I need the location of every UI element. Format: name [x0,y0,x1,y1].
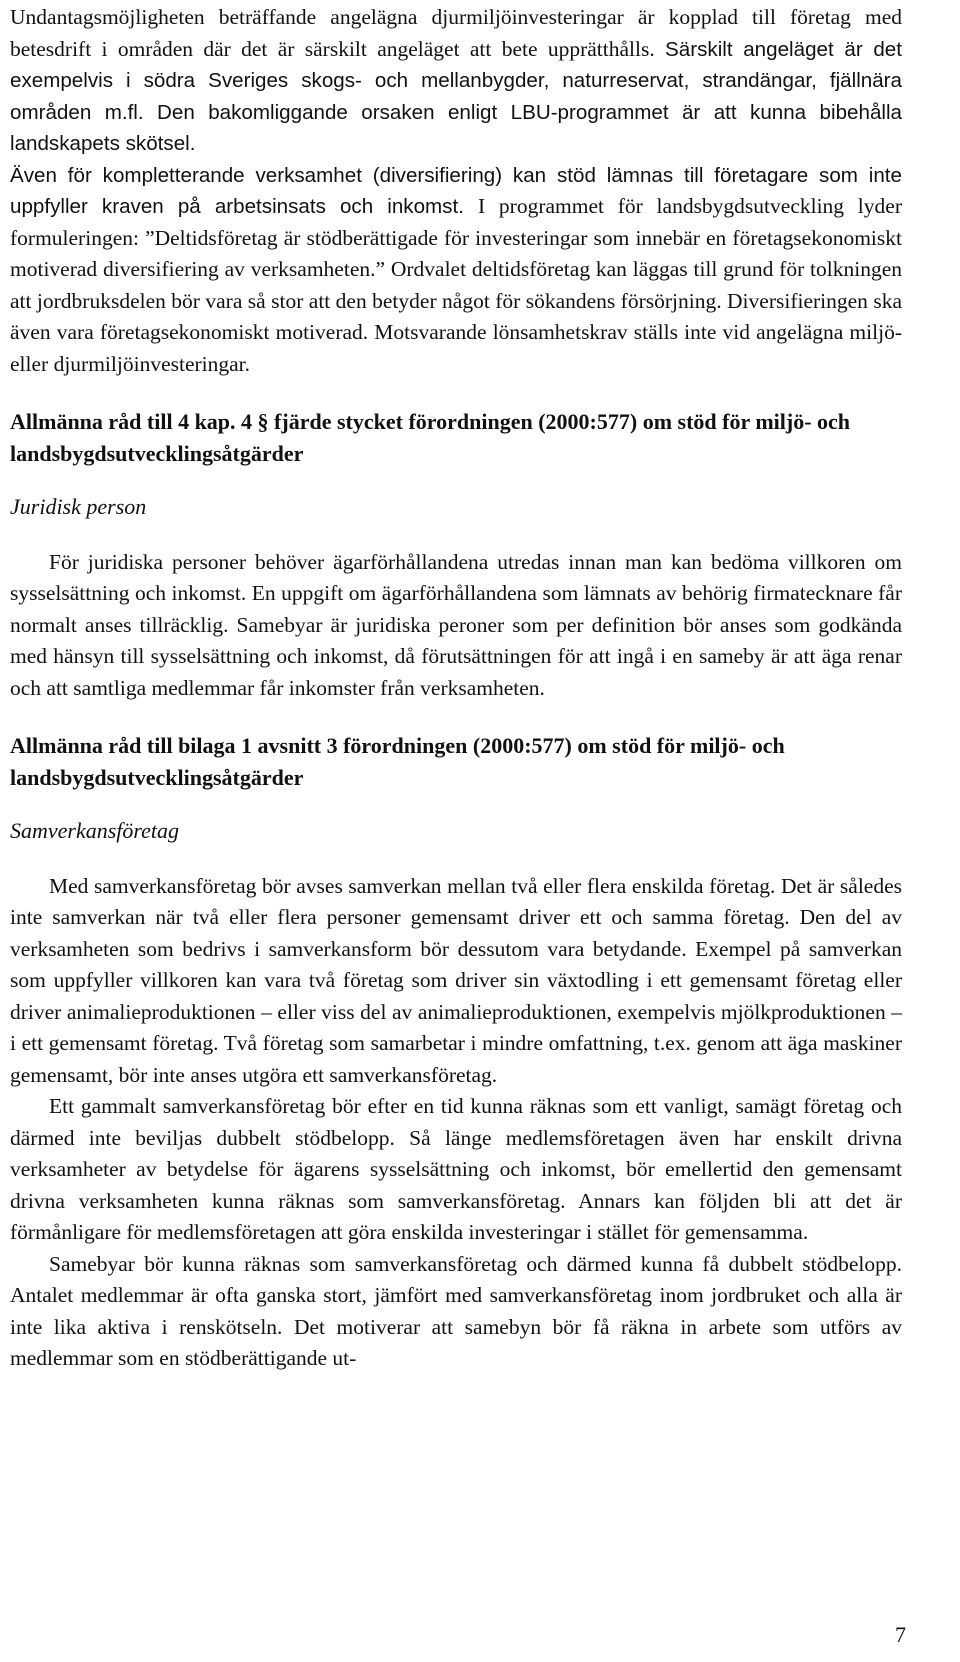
paragraph-1-sans-text: Särskilt angeläget är det exempelvis i södra Sveriges skogs- och mellanbygder, naturreservat, strandängar, fjällnära områden m.fl. Den bakomliggande orsaken enligt LBU-programmet är att kunna bibehålla landskapets skötsel. [10,37,902,155]
paragraph-2 [10,160,902,381]
paragraph-2-serif-text: I programmet för landsbygdsutveckling lyder formuleringen: ”Deltidsföretag är stödberättigade för investeringar som innebär en företagsekonomiskt motiverad diversifiering av verksamheten.” Ordvalet deltidsföretag kan läggas till grund för tolkningen att jordbruksdelen bör vara så stor att den betyder något för sökandens försörjning. Diversifieringen ska även vara företagsekonomiskt motiverad. Motsvarande lönsamhetskrav ställs inte vid angelägna miljö- eller djurmiljöinvesteringar. [10,194,902,376]
section-heading-bilaga-1: Allmänna råd till bilaga 1 avsnitt 3 förordningen (2000:577) om stöd för miljö- och landsbygdsutvecklingsåtgärder [10,733,785,790]
paragraph-2-sans-text: Även för kompletterande verksamhet (diversifiering) kan stöd lämnas till företagare som inte uppfyller kraven på arbetsinsats och inkomst. [10,163,902,218]
paragraph-samverkan-3: Samebyar bör kunna räknas som samverkansföretag och därmed kunna få dubbelt stödbelopp. Antalet medlemmar är ofta ganska stort, jämfört med samverkansföretag inom jordbruket och alla är inte lika aktiva i renskötseln. Det motiverar att samebyn bör få räkna in arbete som utförs av medlemmar som en stödberättigande ut- [10,1251,902,1370]
paragraph-samverkan-1: Med samverkansföretag bör avses samverkan mellan två eller flera enskilda företag. Det är således inte samverkan när två eller flera personer gemensamt driver ett och samma företag. Den del av verksamheten som bedrivs i samverkansform bör dessutom vara betydande. Exempel på samverkan som uppfyller villkoren kan vara två företag som driver sin växtodling i ett gemensamt företag eller driver animalieproduktionen – eller viss del av animalieproduktionen, exempelvis mjölkproduktionen – i ett gemensamt företag. Två företag som samarbetar i mindre omfattning, t.ex. genom att äga maskiner gemensamt, bör inte anses utgöra ett samverkansföretag. [10,873,902,1087]
paragraph-1 [10,2,902,160]
section-heading-4-kap: Allmänna råd till 4 kap. 4 § fjärde stycket förordningen (2000:577) om stöd för miljö- och landsbygdsutvecklingsåtgärder [10,409,851,466]
document-page [10,0,902,1375]
paragraph-samverkan-2: Ett gammalt samverkansföretag bör efter en tid kunna räknas som ett vanligt, samägt företag och därmed inte beviljas dubbelt stödbelopp. Så länge medlemsföretagen även har enskilt drivna verksamheter av betydelse för ägarens sysselsättning och inkomst, bör emellertid den gemensamt drivna verksamheten kunna räknas som samverkansföretag. Annars kan följden bli att det är förmånligare för medlemsföretagen att göra enskilda investeringar i stället för gemensamma. [10,1094,902,1244]
paragraph-juridisk-person: För juridiska personer behöver ägarförhållandena utredas innan man kan bedöma villkoren om sysselsättning och inkomst. En uppgift om ägarförhållandena som lämnats av behörig firmatecknare får normalt anses tillräcklig. Samebyar är juridiska peroner som per definition bör anses som godkända med hänsyn till sysselsättning och inkomst, då förutsättningen för att ingå i en sameby är att äga renar och att samtliga medlemmar får inkomster från verksamheten. [10,549,902,700]
paragraph-1-serif-text: Undantagsmöjligheten beträffande angelägna djurmiljöinvesteringar är kopplad till företag med betesdrift i områden där det är särskilt angeläget att bete upprätthålls. [10,5,902,61]
subheading-juridisk-person: Juridisk person [10,494,147,519]
page-number: 7 [895,1622,906,1647]
subheading-samverkansforetag: Samverkansföretag [10,818,180,843]
